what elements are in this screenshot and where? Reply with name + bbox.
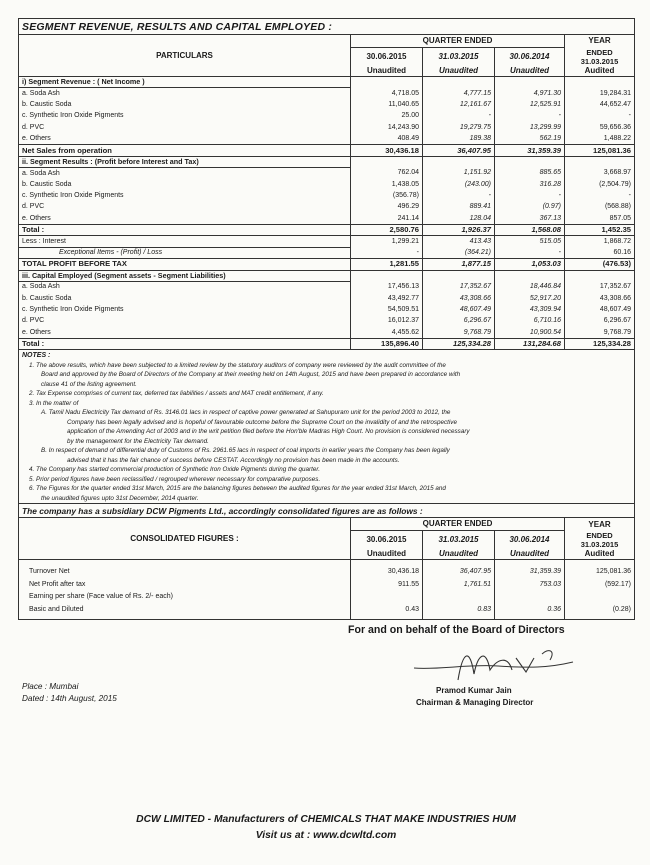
row-value: 0.83 bbox=[423, 603, 495, 616]
note-text: 4. The Company has started commercial production of Synthetic Iron Oxide Pigments during the quarter. bbox=[19, 465, 635, 475]
row-value: (2,504.79) bbox=[565, 179, 635, 190]
row-label: ii. Segment Results : (Profit before Interest and Tax) bbox=[19, 156, 351, 167]
note-text: 1. The above results, which have been subjected to a limited review by the statutory auditors of company were reviewed by the audit committee of the bbox=[19, 361, 635, 371]
consolidated-row bbox=[19, 591, 635, 604]
row-value: 2,580.76 bbox=[351, 225, 423, 236]
row-value: (364.21) bbox=[423, 247, 495, 258]
row-value: (568.88) bbox=[565, 202, 635, 213]
note-line bbox=[19, 399, 635, 409]
row-value bbox=[565, 591, 635, 604]
row-label: Total : bbox=[19, 225, 351, 236]
row-value: 125,334.28 bbox=[565, 338, 635, 349]
row-value: 889.41 bbox=[423, 202, 495, 213]
row-label: e. Others bbox=[19, 133, 351, 144]
note-line bbox=[19, 380, 635, 390]
row-value: 515.05 bbox=[495, 236, 565, 247]
row-value bbox=[565, 270, 635, 281]
table-row bbox=[19, 236, 635, 247]
row-value: 19,279.75 bbox=[423, 122, 495, 133]
row-value: 496.29 bbox=[351, 202, 423, 213]
quarter-ended-header: QUARTER ENDED bbox=[351, 35, 565, 48]
row-value: 13,299.99 bbox=[495, 122, 565, 133]
board-statement: For and on behalf of the Board of Directors bbox=[348, 624, 565, 637]
row-label: Earning per share (Face value of Rs. 2/- each) bbox=[19, 591, 351, 604]
note-text: Board and approved by the Board of Directors of the Company at their meeting held on 14th August, 2015 and have been prepared in accordance with bbox=[19, 370, 635, 380]
row-value: 135,896.40 bbox=[351, 338, 423, 349]
consolidated-header: CONSOLIDATED FIGURES : bbox=[19, 518, 351, 560]
row-value: 125,334.28 bbox=[423, 338, 495, 349]
row-value: 1,281.55 bbox=[351, 259, 423, 270]
row-value: 43,308.66 bbox=[423, 293, 495, 304]
table-row bbox=[19, 213, 635, 224]
row-value: 6,296.67 bbox=[423, 316, 495, 327]
row-value: - bbox=[495, 190, 565, 201]
table-row bbox=[19, 270, 635, 281]
row-label: d. PVC bbox=[19, 122, 351, 133]
col-status-4: Audited bbox=[565, 66, 635, 77]
col-date-4: 31.03.2015 bbox=[580, 56, 619, 66]
row-value: 1,053.03 bbox=[495, 259, 565, 270]
consolidated-year: YEAR bbox=[565, 518, 635, 531]
row-value: 367.13 bbox=[495, 213, 565, 224]
note-line bbox=[19, 361, 635, 371]
row-value: 36,407.95 bbox=[423, 566, 495, 579]
row-value: 1,488.22 bbox=[565, 133, 635, 144]
notes-section bbox=[19, 350, 635, 361]
row-label: c. Synthetic Iron Oxide Pigments bbox=[19, 190, 351, 201]
dated: Dated : 14th August, 2015 bbox=[22, 694, 117, 704]
row-value bbox=[423, 156, 495, 167]
signature-image bbox=[408, 640, 578, 686]
row-value: 30,436.18 bbox=[351, 566, 423, 579]
col-date-3: 30.06.2014 bbox=[495, 48, 565, 66]
row-value: 1,299.21 bbox=[351, 236, 423, 247]
note-line bbox=[19, 484, 635, 494]
table-row bbox=[19, 338, 635, 349]
col-status-2: Unaudited bbox=[423, 66, 495, 77]
note-line bbox=[19, 408, 635, 418]
place: Place : Mumbai bbox=[22, 682, 79, 692]
table-row bbox=[19, 88, 635, 99]
row-value: 1,926.37 bbox=[423, 225, 495, 236]
row-value: 4,777.15 bbox=[423, 88, 495, 99]
table-row bbox=[19, 122, 635, 133]
row-value: 17,352.67 bbox=[423, 282, 495, 293]
row-value: 25.00 bbox=[351, 111, 423, 122]
cons-col-date-1: 30.06.2015 bbox=[351, 531, 423, 549]
row-value: 14,243.90 bbox=[351, 122, 423, 133]
row-value: 4,971.30 bbox=[495, 88, 565, 99]
row-label: Total : bbox=[19, 338, 351, 349]
row-value bbox=[423, 591, 495, 604]
table-row bbox=[19, 202, 635, 213]
row-label: a. Soda Ash bbox=[19, 168, 351, 179]
table-row bbox=[19, 77, 635, 88]
col-status-3: Unaudited bbox=[495, 66, 565, 77]
row-value: 3,668.97 bbox=[565, 168, 635, 179]
table-row bbox=[19, 304, 635, 315]
table-row bbox=[19, 156, 635, 167]
table-row bbox=[19, 99, 635, 110]
row-label: d. PVC bbox=[19, 316, 351, 327]
row-value: 0.36 bbox=[495, 603, 565, 616]
row-value: 241.14 bbox=[351, 213, 423, 224]
footer-website: Visit us at : www.dcwltd.com bbox=[255, 830, 397, 841]
row-value: (476.53) bbox=[565, 259, 635, 270]
row-value: - bbox=[351, 247, 423, 258]
cons-year-ended-label: ENDED bbox=[586, 530, 613, 540]
row-value: 1,151.92 bbox=[423, 168, 495, 179]
row-value: 60.16 bbox=[565, 247, 635, 258]
note-line bbox=[19, 465, 635, 475]
table-row bbox=[19, 282, 635, 293]
row-label: b. Caustic Soda bbox=[19, 99, 351, 110]
row-value: 9,768.79 bbox=[565, 327, 635, 338]
row-label: a. Soda Ash bbox=[19, 282, 351, 293]
row-label: e. Others bbox=[19, 213, 351, 224]
note-text: 2. Tax Expense comprises of current tax, deferred tax liabilities / assets and MAT credit entitlement, if any. bbox=[19, 389, 635, 399]
signature-block bbox=[18, 620, 634, 735]
cons-col-date-3: 30.06.2014 bbox=[495, 531, 565, 549]
row-value bbox=[495, 77, 565, 88]
note-text: 6. The Figures for the quarter ended 31st March, 2015 are the balancing figures between the audited figures for the year ended 31st March, 2015 and bbox=[19, 484, 635, 494]
row-value: 1,452.35 bbox=[565, 225, 635, 236]
document-title: SEGMENT REVENUE, RESULTS AND CAPITAL EMPLOYED : bbox=[19, 19, 635, 35]
row-value: - bbox=[495, 247, 565, 258]
row-value: 562.19 bbox=[495, 133, 565, 144]
note-text: the unaudited figures upto 31st December, 2014 quarter. bbox=[19, 494, 635, 504]
row-label: a. Soda Ash bbox=[19, 88, 351, 99]
row-value: 753.03 bbox=[495, 578, 565, 591]
table-row bbox=[19, 225, 635, 236]
cons-col-date-4: 31.03.2015 bbox=[580, 539, 619, 549]
row-value: 31,359.39 bbox=[495, 145, 565, 156]
particulars-header: PARTICULARS bbox=[19, 35, 351, 77]
note-text: B. In respect of demand of differential duty of Customs of Rs. 2961.65 lacs in respect of coal imports in earlier years the Company has been legally bbox=[19, 446, 635, 456]
row-value: 408.49 bbox=[351, 133, 423, 144]
row-value: 1,877.15 bbox=[423, 259, 495, 270]
row-value: - bbox=[565, 111, 635, 122]
row-value: (356.78) bbox=[351, 190, 423, 201]
row-label: Turnover Net bbox=[19, 566, 351, 579]
subsidiary-statement: The company has a subsidiary DCW Pigments Ltd., accordingly consolidated figures are as follows : bbox=[19, 504, 635, 518]
row-label: Exceptional Items - (Profit) / Loss bbox=[19, 247, 351, 258]
row-value: 4,455.62 bbox=[351, 327, 423, 338]
table-row bbox=[19, 327, 635, 338]
row-label: Less : Interest bbox=[19, 236, 351, 247]
row-value: - bbox=[423, 111, 495, 122]
note-text: clause 41 of the listing agreement. bbox=[19, 380, 635, 390]
row-value bbox=[495, 156, 565, 167]
row-value: 59,656.36 bbox=[565, 122, 635, 133]
row-value: 52,917.20 bbox=[495, 293, 565, 304]
row-value bbox=[351, 270, 423, 281]
row-label: i) Segment Revenue : ( Net Income ) bbox=[19, 77, 351, 88]
consolidated-row bbox=[19, 578, 635, 591]
row-label: Net Profit after tax bbox=[19, 578, 351, 591]
segment-rows bbox=[19, 77, 635, 350]
table-row bbox=[19, 179, 635, 190]
note-text: application of the Amending Act of 2003 and in the writ petition filed before the Hon'ble Madras High Court. No provision is considered necessary bbox=[19, 427, 635, 437]
row-value: - bbox=[423, 190, 495, 201]
row-value bbox=[423, 270, 495, 281]
table-row bbox=[19, 168, 635, 179]
consolidated-quarter-ended: QUARTER ENDED bbox=[351, 518, 565, 531]
row-value: 9,768.79 bbox=[423, 327, 495, 338]
row-value: 131,284.68 bbox=[495, 338, 565, 349]
row-value bbox=[423, 77, 495, 88]
cons-col-status-1: Unaudited bbox=[351, 549, 423, 560]
row-value bbox=[351, 156, 423, 167]
row-value: (592.17) bbox=[565, 578, 635, 591]
row-label: c. Synthetic Iron Oxide Pigments bbox=[19, 304, 351, 315]
note-line bbox=[19, 370, 635, 380]
table-row bbox=[19, 145, 635, 156]
row-value: - bbox=[565, 190, 635, 201]
consolidated-row bbox=[19, 566, 635, 579]
col-date-1: 30.06.2015 bbox=[351, 48, 423, 66]
row-value: 6,296.67 bbox=[565, 316, 635, 327]
row-value: (0.28) bbox=[565, 603, 635, 616]
segment-table bbox=[18, 18, 635, 620]
row-value: 48,607.49 bbox=[423, 304, 495, 315]
consolidated-row bbox=[19, 603, 635, 616]
table-row bbox=[19, 111, 635, 122]
row-value: 125,081.36 bbox=[565, 566, 635, 579]
row-value: 43,492.77 bbox=[351, 293, 423, 304]
note-line bbox=[19, 475, 635, 485]
year-header: YEAR bbox=[565, 35, 635, 48]
table-row bbox=[19, 133, 635, 144]
row-value: 316.28 bbox=[495, 179, 565, 190]
row-value: 125,081.36 bbox=[565, 145, 635, 156]
row-value: (243.00) bbox=[423, 179, 495, 190]
row-value: 857.05 bbox=[565, 213, 635, 224]
row-value: 6,710.16 bbox=[495, 316, 565, 327]
row-value: 1,568.08 bbox=[495, 225, 565, 236]
row-value: (0.97) bbox=[495, 202, 565, 213]
row-value: 36,407.95 bbox=[423, 145, 495, 156]
row-value: 31,359.39 bbox=[495, 566, 565, 579]
row-value: 4,718.05 bbox=[351, 88, 423, 99]
row-value: 43,309.94 bbox=[495, 304, 565, 315]
notes-heading: NOTES : bbox=[19, 350, 635, 361]
note-line bbox=[19, 437, 635, 447]
row-value bbox=[495, 270, 565, 281]
row-label: e. Others bbox=[19, 327, 351, 338]
note-text: 3. In the matter of bbox=[19, 399, 635, 409]
row-value: 885.65 bbox=[495, 168, 565, 179]
row-value: 48,607.49 bbox=[565, 304, 635, 315]
row-value: 17,456.13 bbox=[351, 282, 423, 293]
notes-lines bbox=[19, 361, 635, 504]
row-value bbox=[495, 591, 565, 604]
row-value: 413.43 bbox=[423, 236, 495, 247]
row-value: 44,652.47 bbox=[565, 99, 635, 110]
note-line bbox=[19, 427, 635, 437]
row-value: 911.55 bbox=[351, 578, 423, 591]
note-text: Company has been legally advised and is hopeful of favourable outcome before the Supreme Court on the invalidity of and the retrospective bbox=[19, 418, 635, 428]
row-value: 43,308.66 bbox=[565, 293, 635, 304]
row-label: iii. Capital Employed (Segment assets - Segment Liabilities) bbox=[19, 270, 351, 281]
table-row bbox=[19, 190, 635, 201]
row-value: - bbox=[495, 111, 565, 122]
row-label: Net Sales from operation bbox=[19, 145, 351, 156]
row-value: 12,525.91 bbox=[495, 99, 565, 110]
note-line bbox=[19, 446, 635, 456]
row-value: 0.43 bbox=[351, 603, 423, 616]
row-label: b. Caustic Soda bbox=[19, 293, 351, 304]
note-line bbox=[19, 389, 635, 399]
footer-tagline: DCW LIMITED - Manufacturers of CHEMICALS THAT MAKE INDUSTRIES HUM bbox=[136, 814, 516, 825]
row-value: 762.04 bbox=[351, 168, 423, 179]
cons-col-status-3: Unaudited bbox=[495, 549, 565, 560]
table-row bbox=[19, 316, 635, 327]
spacer-row bbox=[19, 616, 635, 620]
row-value: 189.38 bbox=[423, 133, 495, 144]
row-value: 1,761.51 bbox=[423, 578, 495, 591]
note-line bbox=[19, 418, 635, 428]
row-value: 18,446.84 bbox=[495, 282, 565, 293]
row-label: TOTAL PROFIT BEFORE TAX bbox=[19, 259, 351, 270]
row-value: 12,161.67 bbox=[423, 99, 495, 110]
row-label: d. PVC bbox=[19, 202, 351, 213]
row-value: 19,284.31 bbox=[565, 88, 635, 99]
row-value: 16,012.37 bbox=[351, 316, 423, 327]
note-text: advised that it has the fair chance of success before CESTAT. Accordingly no provision has been made in the accounts. bbox=[19, 456, 635, 466]
table-row bbox=[19, 259, 635, 270]
row-value bbox=[351, 591, 423, 604]
note-text: A. Tamil Nadu Electricity Tax demand of Rs. 3146.01 lacs in respect of captive power generated at Sahupuram unit for the period 2003 to 2012, the bbox=[19, 408, 635, 418]
cons-col-status-2: Unaudited bbox=[423, 549, 495, 560]
cons-col-status-4: Audited bbox=[565, 549, 635, 560]
signatory-name: Pramod Kumar Jain bbox=[436, 686, 512, 696]
row-label: c. Synthetic Iron Oxide Pigments bbox=[19, 111, 351, 122]
row-value: 54,509.51 bbox=[351, 304, 423, 315]
row-value: 10,900.54 bbox=[495, 327, 565, 338]
note-line bbox=[19, 456, 635, 466]
note-line bbox=[19, 494, 635, 504]
row-value bbox=[351, 77, 423, 88]
row-value: 1,868.72 bbox=[565, 236, 635, 247]
row-value: 1,438.05 bbox=[351, 179, 423, 190]
row-value bbox=[565, 156, 635, 167]
row-value: 17,352.67 bbox=[565, 282, 635, 293]
row-value: 128.04 bbox=[423, 213, 495, 224]
col-status-1: Unaudited bbox=[351, 66, 423, 77]
row-value bbox=[565, 77, 635, 88]
year-ended-label: ENDED bbox=[586, 47, 613, 57]
consolidated-rows bbox=[19, 560, 635, 620]
row-label: Basic and Diluted bbox=[19, 603, 351, 616]
cons-col-date-2: 31.03.2015 bbox=[423, 531, 495, 549]
note-text: 5. Prior period figures have been reclassified / regrouped wherever necessary for comparative purposes. bbox=[19, 475, 635, 485]
row-label: b. Caustic Soda bbox=[19, 179, 351, 190]
row-value: 30,436.18 bbox=[351, 145, 423, 156]
table-row bbox=[19, 247, 635, 258]
note-text: by the management for the Electricity Tax demand. bbox=[19, 437, 635, 447]
col-date-2: 31.03.2015 bbox=[423, 48, 495, 66]
row-value: 11,040.65 bbox=[351, 99, 423, 110]
signatory-designation: Chairman & Managing Director bbox=[416, 698, 534, 708]
table-row bbox=[19, 293, 635, 304]
